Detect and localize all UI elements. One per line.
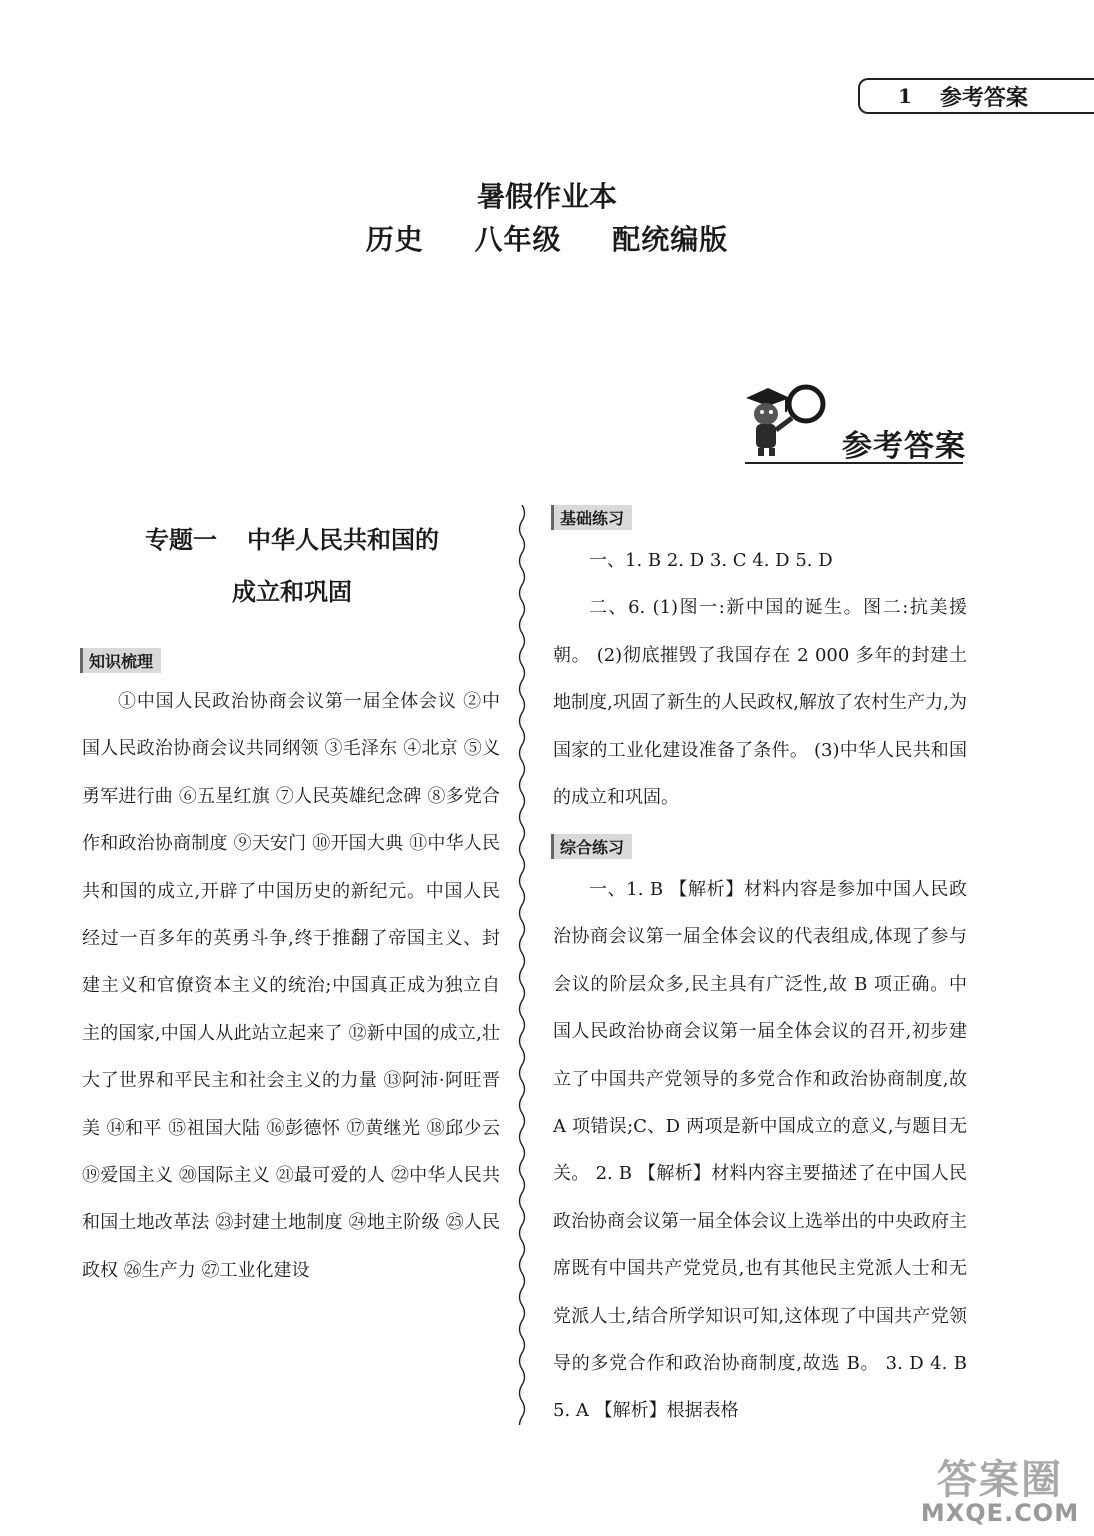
watermark-logo-text: 答案圈 [937, 1457, 1063, 1503]
edition: 配统编版 [612, 223, 729, 256]
watermark [920, 1448, 1080, 1527]
mascot-illustration [742, 382, 842, 462]
magnifier-icon [789, 387, 823, 421]
header-tab [858, 78, 1094, 114]
banner-title: 参考答案 [842, 429, 966, 464]
grade: 八年级 [474, 223, 562, 256]
section-tag-knowledge: 知识梳理 [80, 648, 161, 673]
subject: 历史 [365, 223, 424, 256]
knowledge-paragraph: ①中国人民政治协商会议第一届全体会议 ②中国人民政治协商会议共同纲领 ③毛泽东 ④北京 ⑤义勇军进行曲 ⑥五星红旗 ⑦人民英雄纪念碑 ⑧多党合作和政治协商制度 ⑨天安门 ⑩开国大典 ⑪中华人民共和国的成立,开辟了中国历史的新纪元。中国人民经过一百多年的英勇斗争,终于推翻了帝国主义、封建主义和官僚资本主义的统治;中国真正成为独立自主的国家,中国人从此站立起来了 ⑫新中国的成立,壮大了世界和平民主和社会主义的力量 ⑬阿沛·阿旺晋美 ⑭和平 ⑮祖国大陆 ⑯彭德怀 ⑰黄继光 ⑱邱少云 ⑲爱国主义 ⑳国际主义 ㉑最可爱的人 ㉒中华人民共和国土地改革法 ㉓封建土地制度 ㉔地主阶级 ㉕人民政权 ㉖生产力 ㉗工业化建设 [82, 691, 500, 1281]
basic-line1: 一、1. B 2. D 3. C 4. D 5. D [589, 550, 833, 571]
chapter-name: 中华人民共和国的 [247, 526, 439, 554]
chapter-title [82, 520, 502, 555]
basic-line2: 二、6. (1)图一:新中国的诞生。图二:抗美援朝。 (2)彻底摧毁了我国存在 2 000 多年的封建土地制度,巩固了新生的人民政权,解放了农村生产力,为国家的工业化建设准备了条件。 (3)中华人民共和国的成立和巩固。 [553, 597, 967, 809]
comprehensive-content [553, 866, 967, 1435]
watermark-url: MXQE.COM [920, 1499, 1080, 1527]
page-number: 1 [898, 84, 912, 108]
book-title: 暑假作业本 [476, 180, 617, 213]
chapter-number: 专题一 [145, 526, 217, 554]
book-subtitle [0, 218, 1094, 258]
chapter-title-line2: 成立和巩固 [232, 578, 352, 606]
section-label: 参考答案 [939, 85, 1028, 111]
comprehensive-paragraph: 一、1. B 【解析】材料内容是参加中国人民政治协商会议第一届全体会议的代表组成,体现了参与会议的阶层众多,民主具有广泛性,故 B 项正确。中国人民政治协商会议第一届全体会议的召开,初步建立了中国共产党领导的多党合作和政治协商制度,故 A 项错误;C、D 两项是新中国成立的意义,与题目无关。 2. B 【解析】材料内容主要描述了在中国人民政治协商会议第一届全体会议上选举出的中央政府主席既有中国共产党党员,也有其他民主党派人士和无党派人士,结合所学知识可知,这体现了中国共产党领导的多党合作和政治协商制度,故选 B。 3. D 4. B 5. A 【解析】根据表格 [553, 879, 967, 1422]
column-divider [516, 505, 528, 1425]
section-tag-basic: 基础练习 [551, 505, 632, 530]
banner-underline [745, 462, 963, 464]
basic-content [553, 537, 967, 821]
section-tag-comprehensive: 综合练习 [551, 834, 632, 859]
knowledge-content [82, 678, 500, 1294]
